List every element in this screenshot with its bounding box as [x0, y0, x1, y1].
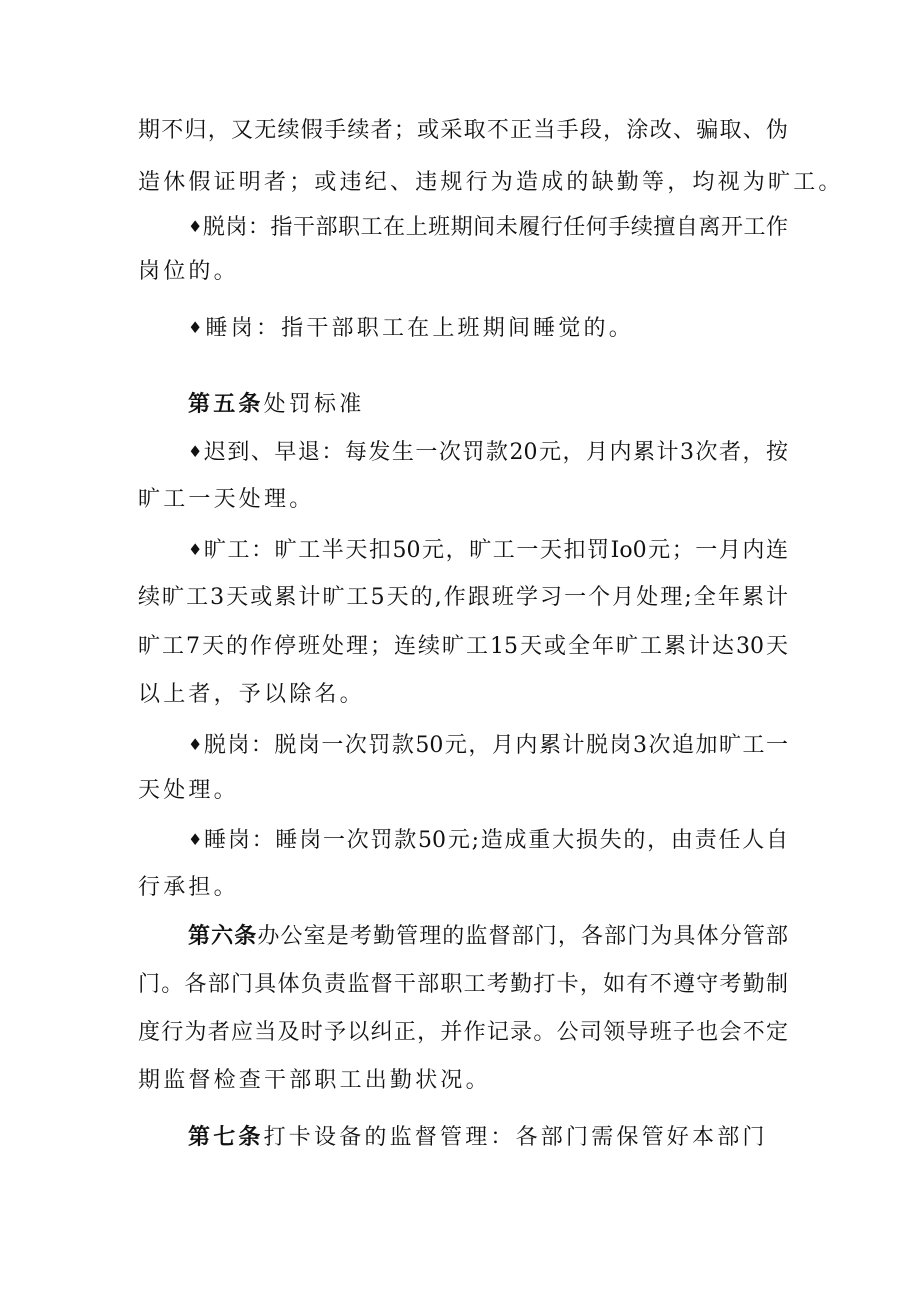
- bullet-diamond-icon: ♦: [188, 830, 205, 849]
- article-6-label: 第六条: [188, 924, 258, 949]
- article-6-line-4: 期监督检查干部职工出勤状况。: [138, 1068, 491, 1093]
- article-6-line-2: 门。各部门具体负责监督干部职工考勤打卡，如有不遵守考勤制: [138, 972, 788, 997]
- article-6-line-3: 度行为者应当及时予以纠正，并作记录。公司领导班子也会不定: [138, 1020, 788, 1045]
- p5-line-1: [188, 535, 788, 565]
- article-5-label: 第五条: [188, 392, 264, 417]
- p5-line-2: 续旷工3天或累计旷工5天的,作跟班学习一个月处理;全年累计: [138, 585, 788, 610]
- article-6-text-1: 办公室是考勤管理的监督部门，各部门为具体分管部: [257, 924, 788, 949]
- p6-text-1: 脱岗：脱岗一次罚款50元，月内累计脱岗3次追加旷工一: [203, 733, 789, 758]
- p2-text-1: 脱岗：指干部职工在上班期间未履行任何手续擅自离开工作: [202, 215, 788, 240]
- p5-text-1: 旷工：旷工半天扣50元，旷工一天扣罚Io0元；一月内连: [203, 538, 788, 563]
- p3-text-1: 睡岗：指干部职工在上班期间睡觉的。: [205, 316, 634, 341]
- p3-line-1: [188, 313, 788, 343]
- article-6-line-1: [188, 922, 788, 952]
- p4-line-1: [188, 437, 788, 467]
- article-7-label: 第七条: [188, 1125, 264, 1150]
- p7-text-1: 睡岗：睡岗一次罚款50元;造成重大损失的，由责任人自: [204, 828, 788, 853]
- article-5-heading: [188, 390, 788, 420]
- p4-line-2: 旷工一天处理。: [138, 487, 315, 512]
- p6-line-2: 天处理。: [138, 778, 239, 803]
- p5-line-4: 以上者，予以除名。: [138, 682, 365, 707]
- p1-line-1: 期不归，又无续假手续者；或采取不正当手段，涂改、骗取、伪: [138, 118, 788, 143]
- p7-line-2: 行承担。: [138, 875, 239, 900]
- bullet-diamond-icon: ♦: [188, 442, 204, 461]
- bullet-diamond-icon: ♦: [188, 735, 204, 754]
- article-7-line-1: [188, 1123, 788, 1153]
- p6-line-1: [188, 730, 788, 760]
- p4-text-1: 迟到、早退：每发生一次罚款20元，月内累计3次者，按: [203, 440, 789, 465]
- bullet-diamond-icon: ♦: [188, 540, 204, 559]
- p5-line-3: 旷工7天的作停班处理；连续旷工15天或全年旷工累计达30天: [138, 634, 788, 659]
- article-7-text-1: 打卡设备的监督管理：各部门需保管好本部门: [263, 1125, 768, 1150]
- p2-line-1: [188, 212, 788, 242]
- p7-line-1: [188, 825, 788, 855]
- p2-line-2: 岗位的。: [138, 259, 239, 284]
- article-5-title: 处罚标准: [263, 392, 365, 417]
- bullet-diamond-icon: ♦: [188, 217, 203, 236]
- bullet-diamond-icon: ♦: [188, 318, 206, 337]
- p1-line-2: 造休假证明者；或违纪、违规行为造成的缺勤等，均视为旷工。: [138, 170, 844, 195]
